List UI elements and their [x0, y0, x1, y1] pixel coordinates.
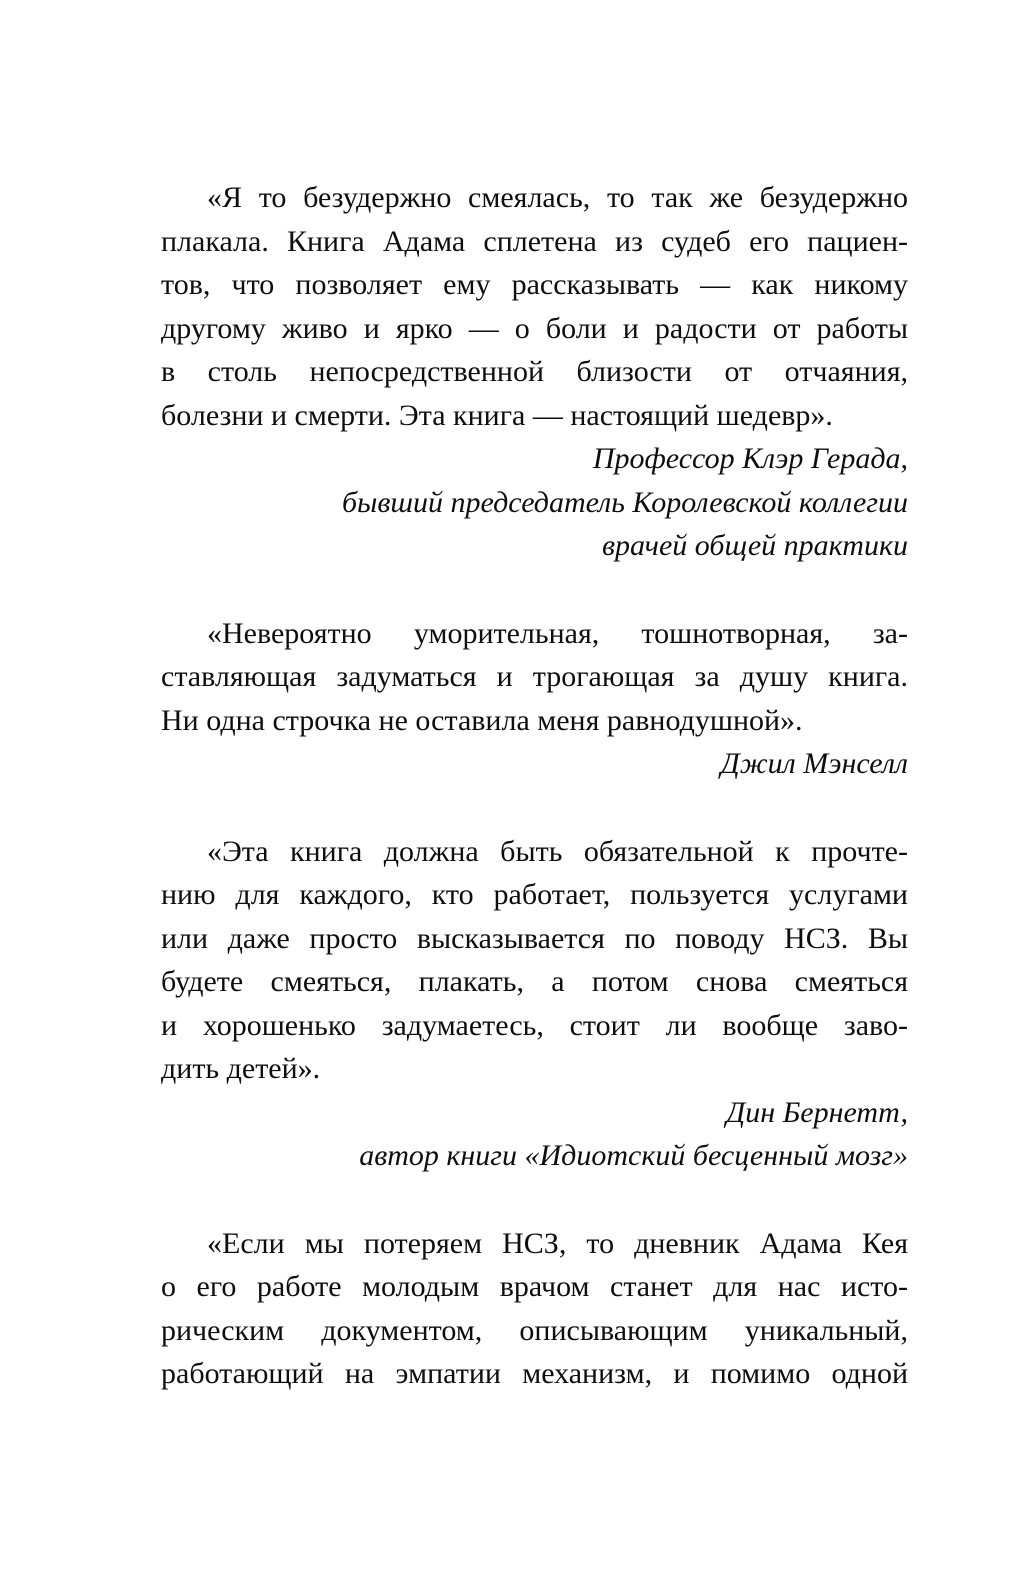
quote-line: дить детей». [161, 1052, 321, 1085]
quote-line: «Эта книга должна быть обязательной к прочте- [207, 834, 908, 868]
review-quote-1 [161, 176, 908, 437]
attribution-line: Дин Бернетт, [726, 1095, 908, 1129]
review-quote-3 [161, 830, 908, 1091]
quote-line: работающий на эмпатии механизм, и помимо одной [161, 1357, 908, 1390]
quote-line: и хорошенько задумаетесь, стоит ли вообще заво- [161, 1008, 908, 1042]
quote-line: нию для каждого, кто работает, пользуется услугами [161, 878, 908, 911]
attribution-line: автор книги «Идиотский бесценный мозг» [359, 1139, 908, 1172]
attribution-jill-mansell [161, 742, 908, 786]
quote-line: будете смеяться, плакать, а потом снова смеяться [161, 965, 908, 998]
quote-line: в столь непосредственной близости от отчаяния, [161, 355, 908, 388]
quote-line: рическим документом, описывающим уникальный, [161, 1313, 908, 1347]
quote-line: о его работе молодым врачом станет для нас исто- [161, 1270, 908, 1303]
quote-line: тов, что позволяет ему рассказывать — как никому [161, 268, 908, 301]
quote-line: «Я то безудержно смеялась, то так же безудержно [207, 181, 908, 214]
quote-line: болезни и смерти. Эта книга — настоящий шедевр». [161, 398, 833, 432]
quote-line: другому живо и ярко — о боли и радости от работы [161, 311, 908, 345]
attribution-dean-burnett [161, 1091, 908, 1178]
quote-line: плакала. Книга Адама сплетена из судеб его пациен- [161, 224, 908, 258]
attribution-line: бывший председатель Королевской коллегии [341, 485, 908, 519]
quote-line: «Невероятно уморительная, тошнотворная, за- [207, 616, 908, 650]
attribution-claire-gerada [161, 437, 908, 568]
review-quote-2 [161, 612, 908, 743]
quote-line: «Если мы потеряем НСЗ, то дневник Адама Кея [207, 1226, 908, 1260]
reviews-content [161, 176, 908, 1396]
attribution-line: Джил Мэнселл [720, 747, 908, 780]
review-quote-4 [161, 1222, 908, 1396]
attribution-line: Профессор Клэр Герада, [592, 442, 908, 475]
quote-line: или даже просто высказывается по поводу НСЗ. Вы [161, 921, 908, 955]
quote-line: Ни одна строчка не оставила меня равнодушной». [161, 703, 803, 737]
attribution-line: врачей общей практики [602, 529, 908, 562]
quote-line: ставляющая задуматься и трогающая за душу книга. [161, 660, 908, 693]
